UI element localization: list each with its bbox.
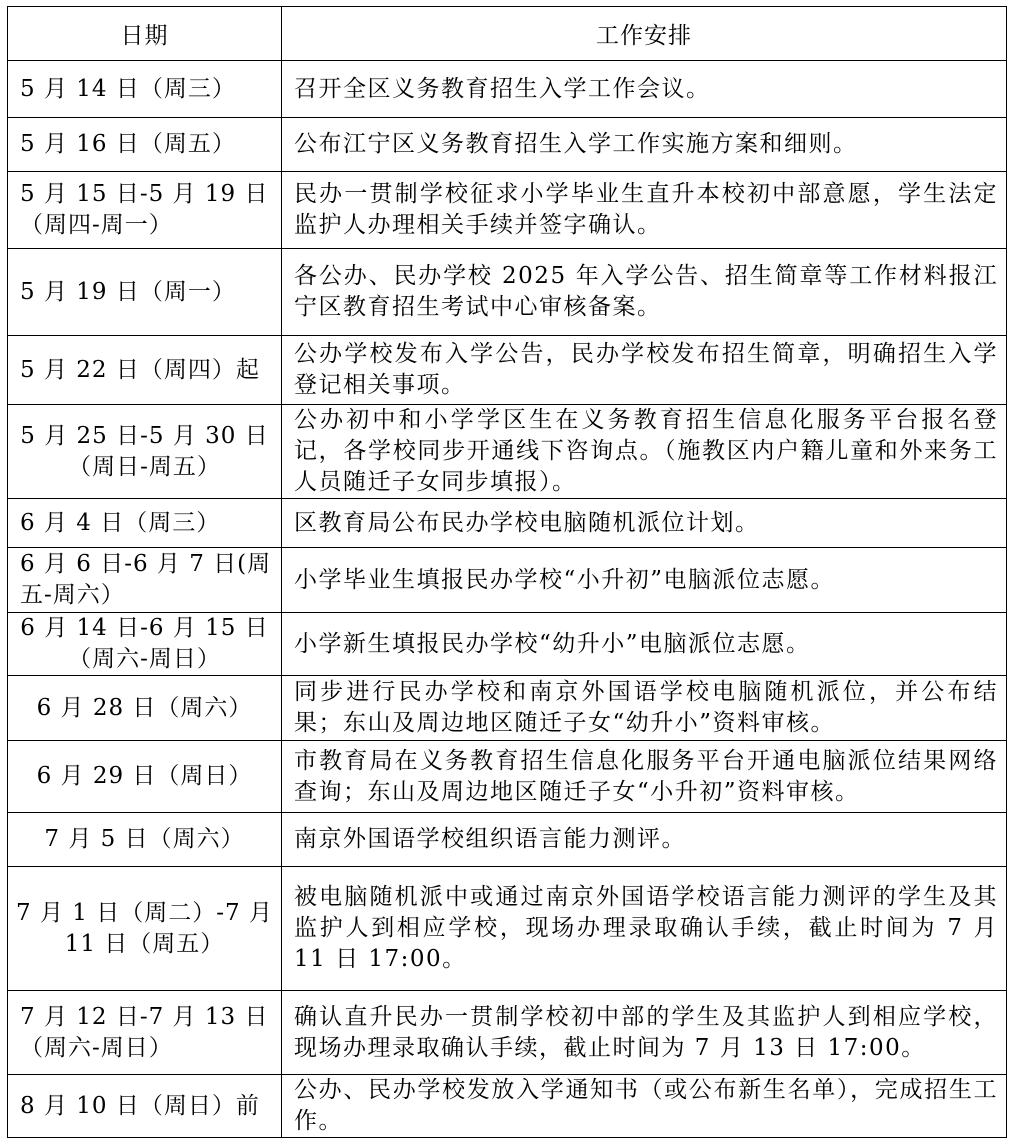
header-task: 工作安排 [282,7,1007,61]
header-date: 日期 [8,7,282,61]
row-task: 召开全区义务教育招生入学工作会议。 [282,61,1007,118]
table-row [8,741,1007,813]
row-task: 公办初中和小学学区生在义务教育招生信息化服务平台报名登记，各学校同步开通线下咨询点。（施教区内户籍儿童和外来务工人员随迁子女同步填报）。 [282,405,1007,499]
table-row [8,813,1007,867]
row-date: 6 月 29 日（周日） [8,741,282,813]
table-row [8,336,1007,405]
row-task: 区教育局公布民办学校电脑随机派位计划。 [282,499,1007,548]
row-date: 6 月 14 日-6 月 15 日（周六-周日） [8,613,282,676]
table-row [8,61,1007,118]
row-date: 5 月 19 日（周一） [8,249,282,336]
row-date: 6 月 28 日（周六） [8,676,282,741]
row-date: 6 月 4 日（周三） [8,499,282,548]
row-task: 公办、民办学校发放入学通知书（或公布新生名单），完成招生工作。 [282,1075,1007,1138]
header-row [8,7,1007,61]
row-date: 6 月 6 日-6 月 7 日(周五-周六） [8,548,282,613]
row-task: 公布江宁区义务教育招生入学工作实施方案和细则。 [282,118,1007,172]
row-date: 8 月 10 日（周日）前 [8,1075,282,1138]
row-date: 5 月 16 日（周五） [8,118,282,172]
table-row [8,991,1007,1075]
table-row [8,1075,1007,1138]
row-date: 5 月 15 日-5 月 19 日（周四-周一） [8,172,282,249]
table-row [8,499,1007,548]
row-date: 7 月 12 日-7 月 13 日（周六-周日） [8,991,282,1075]
table-row [8,548,1007,613]
row-task: 同步进行民办学校和南京外国语学校电脑随机派位，并公布结果；东山及周边地区随迁子女“幼升小”资料审核。 [282,676,1007,741]
row-task: 公办学校发布入学公告，民办学校发布招生简章，明确招生入学登记相关事项。 [282,336,1007,405]
row-task: 小学毕业生填报民办学校“小升初”电脑派位志愿。 [282,548,1007,613]
table-row [8,676,1007,741]
table-row [8,172,1007,249]
row-date: 5 月 25 日-5 月 30 日（周日-周五） [8,405,282,499]
table-row [8,405,1007,499]
row-task: 市教育局在义务教育招生信息化服务平台开通电脑派位结果网络查询；东山及周边地区随迁子女“小升初”资料审核。 [282,741,1007,813]
row-date: 5 月 14 日（周三） [8,61,282,118]
row-task: 被电脑随机派中或通过南京外国语学校语言能力测评的学生及其监护人到相应学校，现场办理录取确认手续，截止时间为 7 月 11 日 17:00。 [282,867,1007,991]
table-row [8,118,1007,172]
row-task: 小学新生填报民办学校“幼升小”电脑派位志愿。 [282,613,1007,676]
schedule-table [7,6,1007,1138]
table-row [8,613,1007,676]
row-date: 7 月 1 日（周二）-7 月 11 日（周五） [8,867,282,991]
table-row [8,867,1007,991]
row-task: 各公办、民办学校 2025 年入学公告、招生简章等工作材料报江宁区教育招生考试中心审核备案。 [282,249,1007,336]
row-task: 南京外国语学校组织语言能力测评。 [282,813,1007,867]
table-row [8,249,1007,336]
row-date: 7 月 5 日（周六） [8,813,282,867]
row-date: 5 月 22 日（周四）起 [8,336,282,405]
row-task: 民办一贯制学校征求小学毕业生直升本校初中部意愿，学生法定监护人办理相关手续并签字确认。 [282,172,1007,249]
row-task: 确认直升民办一贯制学校初中部的学生及其监护人到相应学校，现场办理录取确认手续，截止时间为 7 月 13 日 17:00。 [282,991,1007,1075]
